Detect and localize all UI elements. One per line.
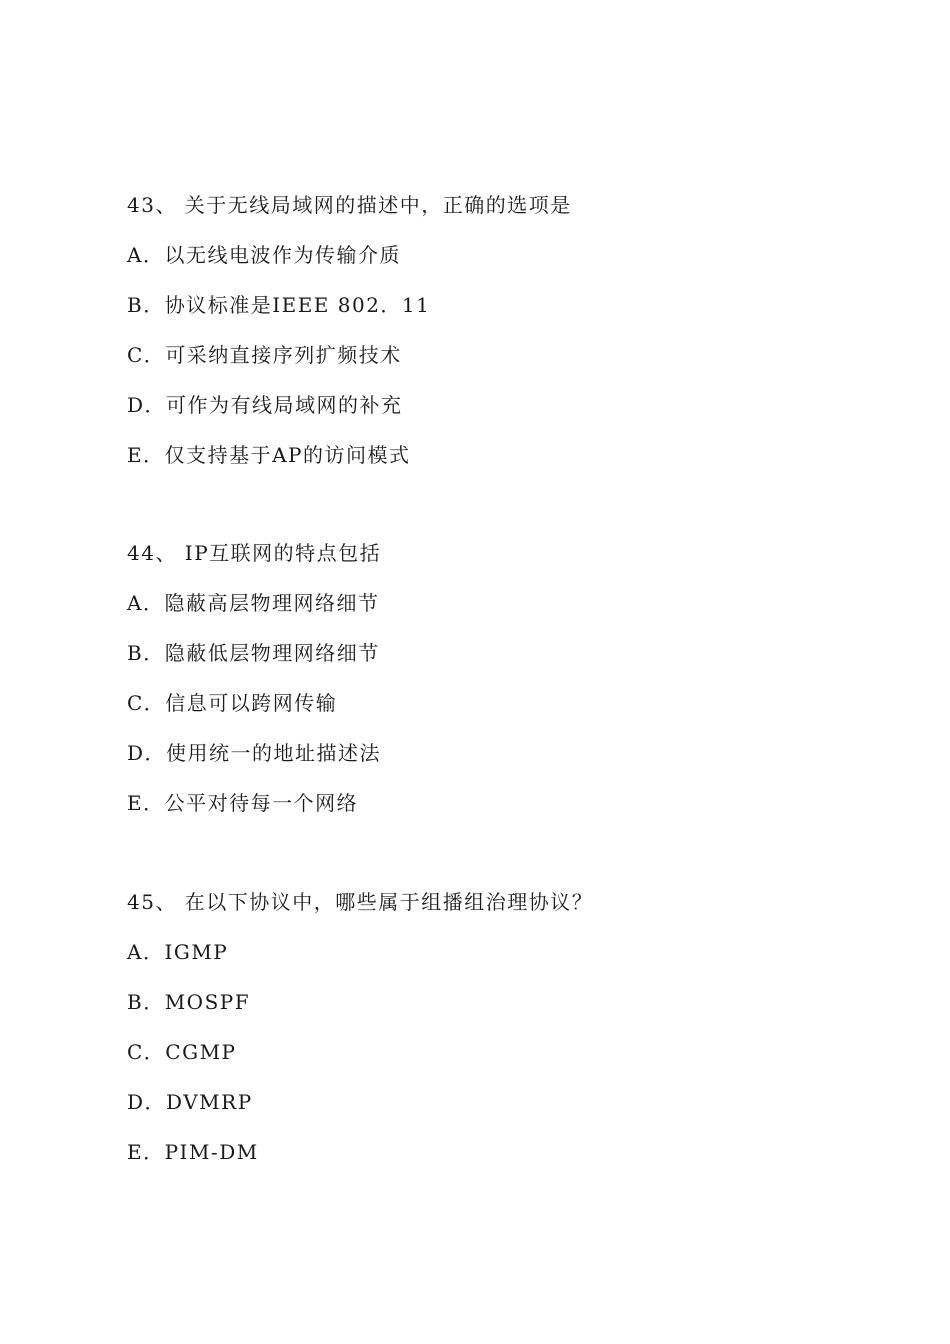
option-d: D．可作为有线局域网的补充 — [127, 393, 403, 417]
option-a: A．隐蔽高层物理网络细节 — [127, 591, 380, 615]
question-stem: 43、 关于无线局域网的描述中，正确的选项是 — [127, 193, 572, 217]
option-e: E．仅支持基于AP的访问模式 — [127, 443, 411, 467]
option-b: B．MOSPF — [127, 990, 251, 1014]
option-d: D．使用统一的地址描述法 — [127, 741, 382, 765]
question-44 — [127, 538, 887, 838]
option-e: E．PIM-DM — [127, 1140, 259, 1164]
question-45 — [127, 887, 887, 1187]
option-c: C．CGMP — [127, 1040, 237, 1064]
option-d: D．DVMRP — [127, 1090, 253, 1114]
option-c: C．可采纳直接序列扩频技术 — [127, 343, 402, 367]
question-43 — [127, 190, 887, 490]
option-a: A．以无线电波作为传输介质 — [127, 243, 401, 267]
option-e: E．公平对待每一个网络 — [127, 791, 359, 815]
option-c: C．信息可以跨网传输 — [127, 691, 338, 715]
option-b: B．隐蔽低层物理网络细节 — [127, 641, 380, 665]
question-stem: 44、 IP互联网的特点包括 — [127, 541, 382, 565]
option-a: A．IGMP — [127, 940, 229, 964]
question-stem: 45、 在以下协议中，哪些属于组播组治理协议？ — [127, 890, 594, 914]
option-b: B．协议标准是IEEE 802．11 — [127, 293, 431, 317]
